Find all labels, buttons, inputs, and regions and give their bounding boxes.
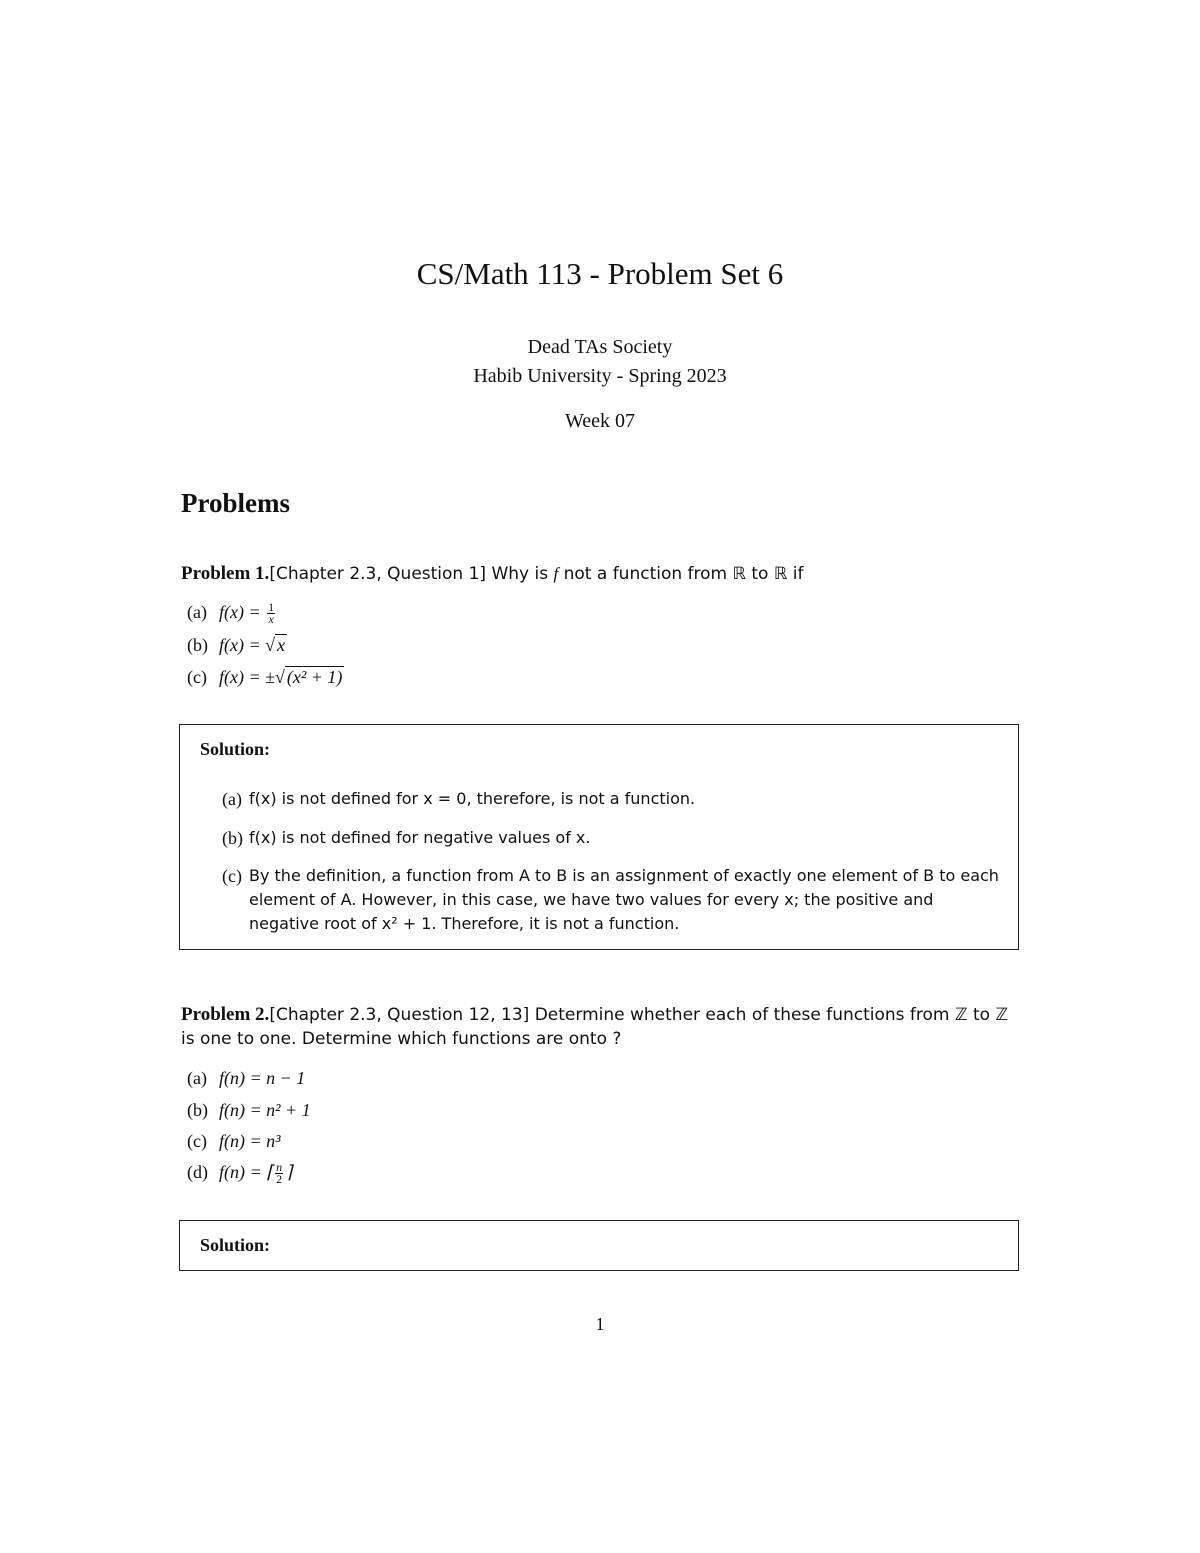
item-expr: f(n) = n² + 1: [219, 1100, 311, 1120]
item-label: (a): [187, 1068, 207, 1088]
week-label: Week 07: [564, 410, 636, 432]
problem-2-item-c: [187, 1129, 281, 1153]
fraction: [275, 1162, 283, 1185]
item-expr: f(x) =: [219, 602, 266, 622]
affiliation: Habib University - Spring 2023: [473, 365, 727, 387]
item-expr: f(x) = √: [219, 635, 276, 655]
item-label: (b): [187, 1100, 208, 1120]
item-label: (c): [187, 1131, 207, 1151]
problem-1-text-b: not a function from: [558, 564, 733, 584]
problem-1-label: Problem 1.: [181, 563, 270, 584]
problem-1-statement: [181, 562, 1021, 586]
solution-item-c: [222, 864, 1008, 936]
problem-2-item-b: [187, 1098, 311, 1122]
item-expr: f(n) = n − 1: [219, 1068, 306, 1088]
page-number: 1: [595, 1314, 605, 1334]
solution-item-label: (a): [222, 789, 242, 809]
page-title: CS/Math 113 - Problem Set 6: [416, 256, 784, 291]
item-expr-close: ⌉: [285, 1162, 293, 1182]
fraction: [267, 602, 275, 625]
solution-box-1: [179, 724, 1019, 950]
solution-item-b: [222, 826, 1008, 850]
problem-2-text: [Chapter 2.3, Question 12, 13] Determine whether each of these functions from ℤ to ℤ is one to one. Determine which functions are onto ?: [181, 1005, 1009, 1049]
solution-box-2: [179, 1220, 1019, 1271]
solution-title: Solution:: [200, 1235, 271, 1255]
problem-1-item-c: [187, 665, 344, 689]
section-heading: Problems: [181, 488, 290, 518]
problem-1-text-a: [Chapter 2.3, Question 1] Why is: [269, 564, 554, 584]
solution-item-text: f(x) is not defined for negative values of x.: [249, 828, 591, 847]
author: Dead TAs Society: [527, 336, 673, 358]
radicand: (x² + 1): [286, 667, 343, 687]
item-label: (a): [187, 602, 207, 622]
problem-2-label: Problem 2.: [181, 1004, 270, 1025]
item-label: (c): [187, 667, 207, 687]
solution-item-text: By the definition, a function from A to B is an assignment of exactly one element of B to each element of A. However, in this case, we have two values for every x; the positive and negative root of x² + 1. Therefore, it is not a function.: [249, 866, 999, 933]
problem-1-text-c: to: [745, 564, 774, 584]
item-label: (b): [187, 635, 208, 655]
item-label: (d): [187, 1162, 208, 1182]
item-expr: f(x) = ±√: [219, 667, 285, 687]
problem-2-item-a: [187, 1066, 305, 1090]
problem-1-text-d: if: [787, 564, 804, 584]
problem-2-statement: [181, 1003, 1021, 1051]
frac-den: x: [268, 612, 274, 627]
set-r-1: ℝ: [732, 564, 746, 583]
radicand: x: [277, 635, 286, 655]
solution-item-label: (c): [222, 866, 242, 886]
solution-item-text: f(x) is not defined for x = 0, therefore, is not a function.: [249, 789, 696, 808]
item-expr: f(n) = ⌈: [219, 1162, 274, 1182]
solution-title: Solution:: [200, 739, 271, 759]
frac-den: 2: [276, 1172, 283, 1187]
problem-1-item-a: [187, 600, 277, 625]
solution-item-a: [222, 787, 1008, 811]
frac-num: 1: [268, 600, 275, 615]
problem-1-item-b: [187, 633, 287, 657]
problem-1-var-f: f: [553, 564, 559, 583]
item-expr: f(n) = n³: [219, 1131, 281, 1151]
problem-2-item-d: [187, 1160, 292, 1185]
solution-item-label: (b): [222, 828, 243, 848]
set-r-2: ℝ: [773, 564, 788, 583]
frac-num: n: [276, 1160, 283, 1175]
